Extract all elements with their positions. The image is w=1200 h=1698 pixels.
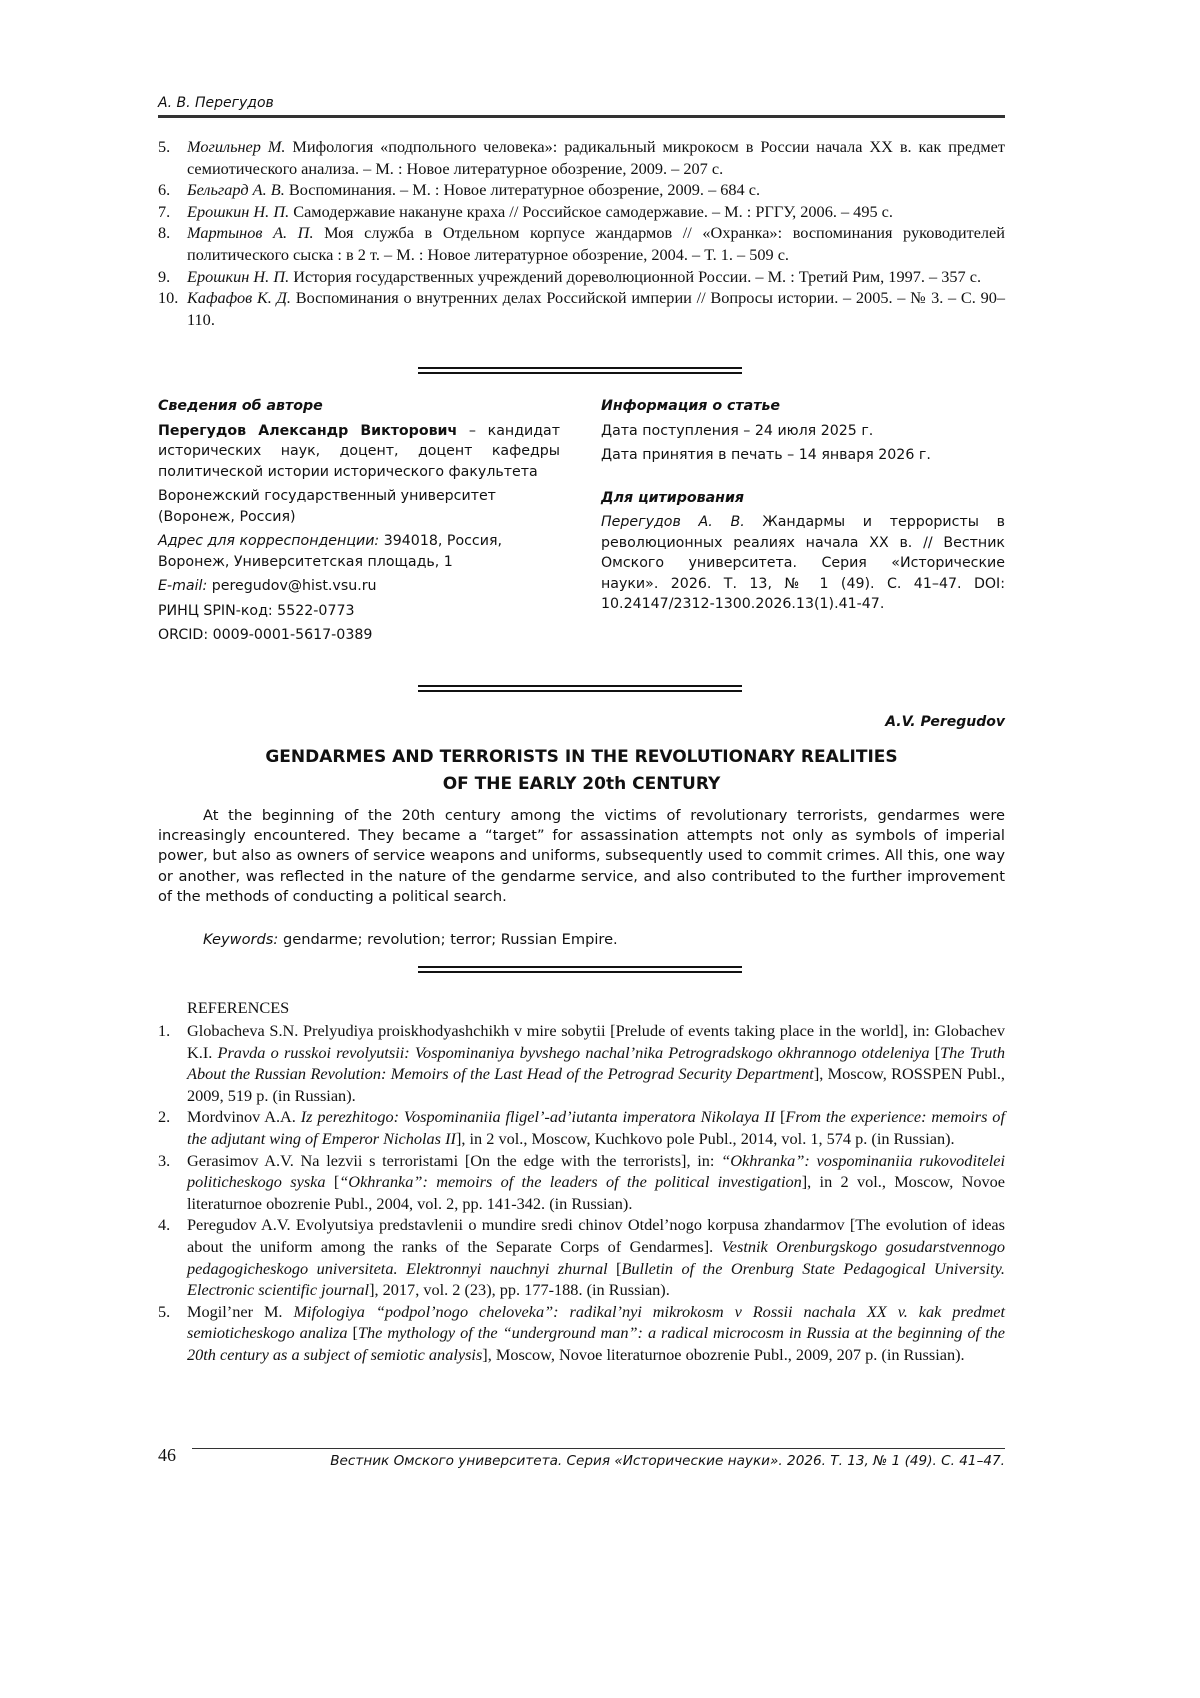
header-rule: [158, 115, 1005, 118]
email-label: E-mail:: [158, 578, 208, 594]
reference-item: [158, 1106, 1005, 1149]
reference-title-italic: Могильнер М.: [187, 137, 286, 156]
reference-item: [158, 222, 1005, 265]
title-line-1: GENDARMES AND TERRORISTS IN THE REVOLUTIONARY REALITIES: [265, 747, 898, 767]
reference-text: ], 2017, vol. 2 (23), pp. 177-188. (in Russian).: [369, 1280, 670, 1300]
reference-text: Мифология «подпольного человека»: радикальный микрокосм в России начала XX в. как предмет семиотического анализа. – М. : Новое литературное обозрение, 2009. – 207 с.: [187, 137, 1005, 178]
author-email: [158, 576, 560, 597]
date-accepted: Дата принятия в печать – 14 января 2026 г.: [601, 447, 931, 463]
reference-number: 6.: [158, 180, 171, 200]
reference-title-italic: Кафафов К. Д.: [187, 288, 291, 308]
reference-item: [158, 1150, 1005, 1215]
references-heading: REFERENCES: [187, 998, 290, 1017]
reference-text: [: [775, 1107, 786, 1127]
reference-item: [158, 136, 1005, 179]
reference-text: ], in 2 vol., Moscow, Novoe literaturnoe obozrenie Publ., 2004, vol. 2, pp. 141-342. (in Russian).: [187, 1172, 1005, 1213]
section-divider: [418, 367, 742, 374]
reference-number: 5.: [158, 137, 171, 156]
reference-text: ], Moscow, ROSSPEN Publ., 2009, 519 p. (in Russian).: [187, 1064, 1005, 1105]
reference-text: Gerasimov A.V. Na lezvii s terroristami [On the edge with the terrorists], in:: [187, 1150, 722, 1170]
author-spin: РИНЦ SPIN-код: 5522-0773: [158, 602, 355, 619]
reference-text: Mogil’ner M.: [187, 1301, 294, 1321]
reference-item: [158, 201, 1005, 223]
reference-text: Моя служба в Отдельном корпусе жандармов // «Охранка»: воспоминания руководителей политического сыска : в 2 т. – М. : Новое литературное обозрение, 2004. – Т. 1. – 509 с.: [187, 223, 1005, 264]
reference-title-italic: Mifologiya “podpol’nogo cheloveka”: radikal’nyi mikrokosm v Rossii nachala XX v. kak predmet semioticheskogo analiza: [187, 1301, 1005, 1343]
reference-text: Воспоминания о внутренних делах Российской империи // Вопросы истории. – 2005. – № 3. – С. 90–110.: [187, 288, 1006, 329]
author-info-heading: Сведения об авторе: [158, 398, 323, 414]
reference-title-italic: Ерошкин Н. П.: [187, 201, 290, 221]
article-info-heading: Информация о статье: [601, 398, 781, 414]
author-info: [158, 396, 560, 650]
email-link[interactable]: peregudov@hist.vsu.ru: [207, 578, 377, 594]
reference-text: [: [607, 1258, 622, 1278]
author-university: Воронежский государственный университет (Воронеж, Россия): [158, 488, 496, 525]
footer-journal: Вестник Омского университета. Серия «Исторические науки». 2026. Т. 13, № 1 (49). С. 41–47.: [330, 1453, 1005, 1469]
running-head: А. В. Перегудов: [158, 95, 274, 111]
reference-item: [158, 179, 1005, 201]
author-orcid: ORCID: 0009-0001-5617-0389: [158, 627, 373, 643]
date-received: Дата поступления – 24 июля 2025 г.: [601, 422, 874, 439]
reference-title-italic: The Truth About the Russian Revolution: Memoirs of the Last Head of the Petrograd Security Department: [187, 1042, 1005, 1084]
reference-number: 4.: [158, 1215, 171, 1235]
reference-text: ], Moscow, Novoe literaturnoe obozrenie Publ., 2009, 207 p. (in Russian).: [482, 1344, 965, 1364]
section-divider: [418, 685, 742, 692]
keywords: [203, 931, 1003, 948]
reference-number: 9.: [158, 266, 171, 286]
reference-number: 1.: [158, 1021, 171, 1040]
reference-text: ], in 2 vol., Moscow, Kuchkovo pole Publ., 2014, vol. 1, 574 p. (in Russian).: [455, 1128, 955, 1148]
author-address: [158, 531, 560, 572]
reference-text: История государственных учреждений дореволюционной России. – М. : Третий Рим, 1997. – 357 с.: [289, 266, 982, 286]
english-author: A.V. Peregudov: [885, 714, 1005, 730]
author-name: Перегудов Александр Викторович: [158, 422, 458, 439]
author-description: – кандидат исторических наук, доцент, доцент кафедры политической истории исторического факультета: [158, 422, 561, 480]
reference-number: 10.: [158, 288, 179, 308]
reference-item: [158, 1214, 1005, 1300]
reference-title-italic: Бельгард А. В.: [187, 180, 285, 200]
article-info: [601, 396, 1005, 619]
citation-heading: Для цитирования: [601, 489, 745, 506]
reference-text: Самодержавие накануне краха // Российское самодержавие. – М. : РГГУ, 2006. – 495 с.: [289, 201, 893, 221]
reference-text: [: [325, 1172, 340, 1192]
citation-author: Перегудов А. В.: [601, 514, 745, 530]
reference-number: 5.: [158, 1301, 171, 1321]
reference-title-italic: From the experience: memoirs of the adjutant wing of Emperor Nicholas II: [187, 1107, 1005, 1148]
citation-text: [601, 512, 1005, 615]
section-divider: [418, 966, 742, 973]
reference-number: 2.: [158, 1107, 171, 1127]
page-number: 46: [158, 1445, 176, 1465]
reference-number: 8.: [158, 223, 171, 243]
reference-text: [: [347, 1323, 358, 1343]
reference-title-italic: Мартынов А. П.: [187, 223, 314, 243]
address-label: Адрес для корреспонденции:: [158, 533, 380, 549]
reference-item: [158, 1020, 1005, 1106]
reference-title-italic: Pravda o russkoi revolyutsii: Vospominaniya byvshego nachal’nika Petrogradskogo okhrannogo otdeleniya: [217, 1042, 930, 1062]
reference-title-italic: Bulletin of the Orenburg State Pedagogical University. Electronic scientific journal: [187, 1258, 1005, 1300]
reference-title-italic: “Okhranka”: vospominaniia rukovoditelei politicheskogo syska: [187, 1150, 1005, 1192]
english-title: [158, 744, 1005, 798]
author-bio: [158, 421, 560, 483]
reference-item: [158, 287, 1005, 330]
address-value: 394018, Россия, Воронеж, Университетская площадь, 1: [158, 533, 502, 570]
title-line-2: OF THE EARLY 20th CENTURY: [442, 774, 721, 794]
references-english: [158, 1020, 1005, 1366]
reference-text: Воспоминания. – М. : Новое литературное обозрение, 2009. – 684 с.: [284, 180, 761, 200]
references-russian: [158, 136, 1005, 330]
reference-text: Mordvinov A.A.: [187, 1107, 301, 1127]
keywords-value: gendarme; revolution; terror; Russian Empire.: [278, 931, 618, 948]
reference-number: 7.: [158, 201, 171, 221]
reference-title-italic: Vestnik Orenburgskogo gosudarstvennogo pedagogicheskogo universiteta. Elektronnyi nauchnyi zhurnal: [187, 1236, 1005, 1278]
reference-item: [158, 1301, 1005, 1366]
reference-title-italic: “Okhranka”: memoirs of the leaders of the political investigation: [339, 1172, 802, 1192]
citation-body: Жандармы и террористы в революционных реалиях начала XX в. // Вестник Омского университета. Серия «Исторические науки». 2026. Т. 13, № 1 (49). С. 41–47. DOI: 10.24147/2312-1300.2026.13(1).41-47.: [601, 514, 1005, 612]
reference-text: Globacheva S.N. Prelyudiya proiskhodyashchikh v mire sobytii [Prelude of events taking place in the world], in: Globachev K.I.: [187, 1021, 1005, 1062]
reference-item: [158, 266, 1005, 288]
reference-text: Peregudov A.V. Evolyutsiya predstavlenii o mundire sredi chinov Otdel’nogo korpusa zhandarmov [The evolution of ideas about the uniform among the ranks of the Separate Corps of Gendarmes].: [187, 1215, 1005, 1256]
reference-title-italic: The mythology of the “underground man”: a radical microcosm in Russia at the beginning of the 20th century as a subject of semiotic analysis: [187, 1323, 1006, 1364]
reference-text: [: [929, 1042, 941, 1062]
reference-number: 3.: [158, 1150, 171, 1170]
keywords-label: Keywords:: [203, 931, 279, 948]
reference-title-italic: Iz perezhitogo: Vospominaniia fligel’-ad’iutanta imperatora Nikolaya II: [300, 1107, 776, 1127]
reference-title-italic: Ерошкин Н. П.: [187, 266, 290, 286]
abstract: At the beginning of the 20th century among the victims of revolutionary terrorists, gendarmes were increasingly encountered. They became a “target” for assassination attempts not only as symbols of imperial power, but also as owners of service weapons and uniforms, subsequently used to commit crimes. All this, one way or another, was reflected in the nature of the gendarme service, and also contributed to the further improvement of the methods of conducting a political search.: [158, 807, 1005, 905]
footer-rule: [192, 1448, 1005, 1449]
